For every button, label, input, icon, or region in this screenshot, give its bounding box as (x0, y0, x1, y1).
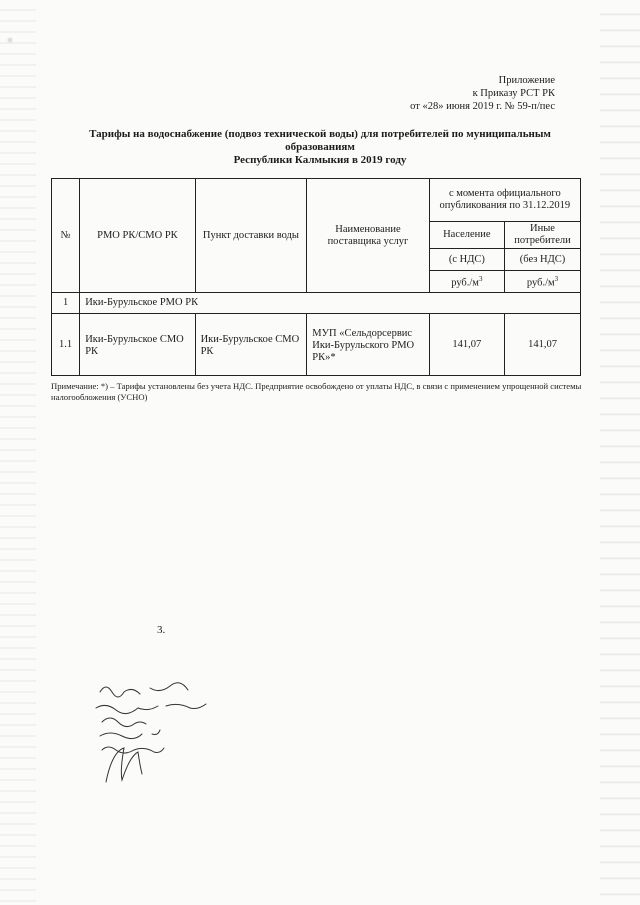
row-tariff-population: 141,07 (429, 314, 504, 376)
scan-edge-right (600, 0, 640, 905)
header-vat-included: (с НДС) (429, 249, 504, 271)
appendix-line-2: к Приказу РСТ РК (472, 88, 555, 99)
page-mark: 3. (157, 624, 166, 636)
table-row-group (52, 293, 581, 314)
row-rmo: Ики-Бурульское СМО РК (80, 314, 195, 376)
group-num: 1 (52, 293, 80, 314)
appendix-header (410, 74, 555, 113)
title-line-3: Республики Калмыкия в 2019 году (233, 154, 407, 166)
row-delivery-point: Ики-Бурульское СМО РК (195, 314, 307, 376)
tariff-table (51, 178, 581, 376)
group-label: Ики-Бурульское РМО РК (80, 293, 581, 314)
header-unit-population: $руб./м^3$ (429, 271, 504, 293)
appendix-line-1: Приложение (498, 75, 555, 86)
header-vat-excluded: (без НДС) (505, 249, 581, 271)
header-rmo: РМО РК/СМО РК (80, 179, 195, 293)
header-other-consumers: Иные потребители (505, 222, 581, 249)
handwritten-signature (92, 678, 232, 788)
document-title (60, 128, 580, 167)
appendix-line-3: от «28» июня 2019 г. № 59-п/пес (410, 101, 555, 112)
title-line-1: Тарифы на водоснабжение (подвоз технической воды) для потребителей по муниципальным (89, 128, 551, 140)
header-population: Население (429, 222, 504, 249)
header-period: с момента официального опубликования по 31.12.2019 (429, 179, 580, 222)
header-num: № (52, 179, 80, 293)
row-supplier: МУП «Сельдорсервис Ики-Бурульского РМО РК»* (307, 314, 429, 376)
header-delivery-point: Пункт доставки воды (195, 179, 307, 293)
table-row (52, 314, 581, 376)
title-line-2: образованиям (285, 141, 355, 153)
footnote: Примечание: *) – Тарифы установлены без учета НДС. Предприятие освобождено от уплаты НДС, в связи с применением упрощенной системы налогообложения (УСНО) (51, 381, 582, 402)
scan-edge-left (0, 0, 36, 905)
header-unit-other: $руб./м^3$ (505, 271, 581, 293)
row-tariff-other: 141,07 (505, 314, 581, 376)
header-supplier: Наименование поставщика услуг (307, 179, 429, 293)
row-num: 1.1 (52, 314, 80, 376)
